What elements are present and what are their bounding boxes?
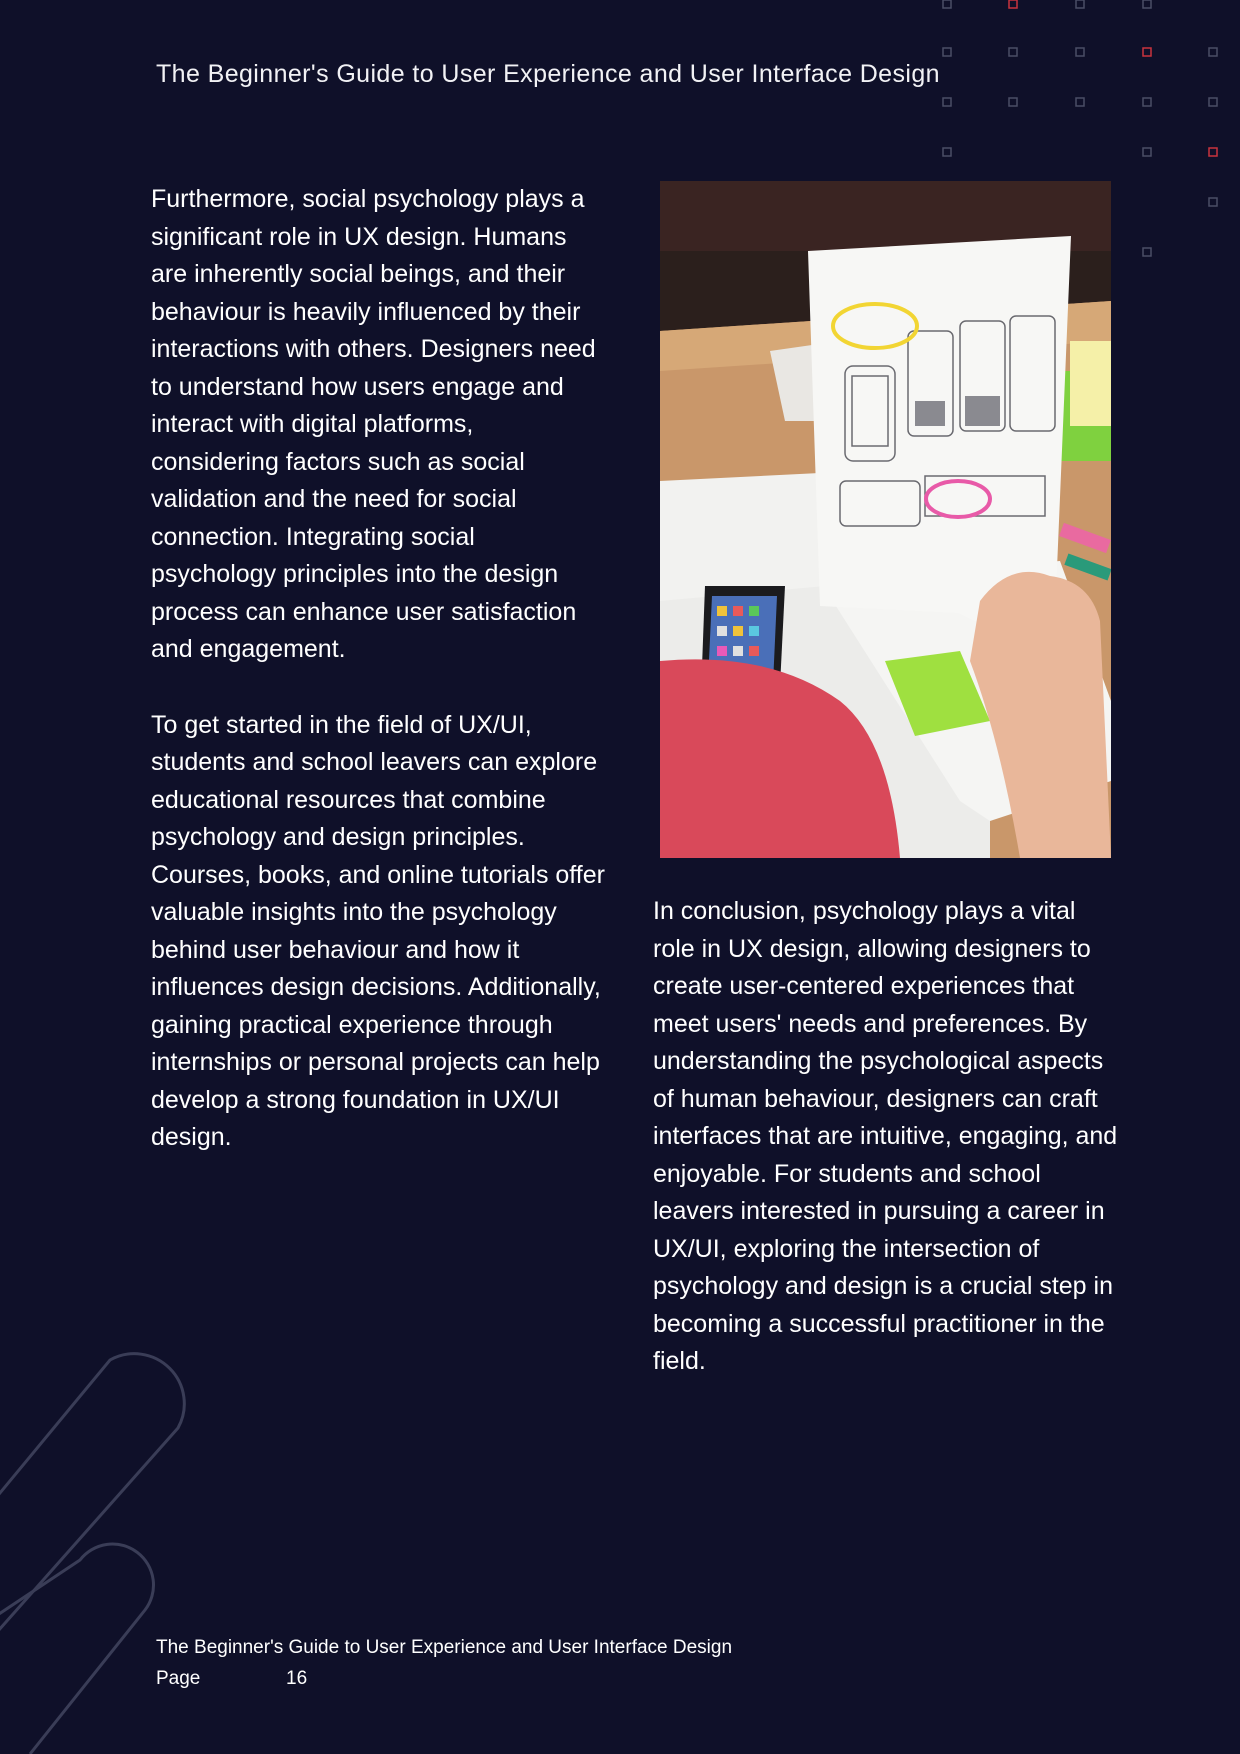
footer-page — [156, 1668, 308, 1690]
page-label: Page — [156, 1668, 201, 1689]
paragraph: To get started in the field of UX/UI, students and school leavers can explore educational resources that combine psychology and design principles. Courses, books, and online tutorials offer valuable insights into the psychology behind user behaviour and how it influences design decisions. Additionally, gaining practical experience through internships or personal projects can help develop a strong foundation in UX/UI design. — [151, 710, 605, 1151]
footer-title: The Beginner's Guide to User Experience and User Interface Design — [156, 1637, 733, 1658]
paragraph: In conclusion, psychology plays a vital role in UX design, allowing designers to create user-centered experiences that meet users' needs and preferences. By understanding the psychological aspects of human behaviour, designers can craft interfaces that are intuitive, engaging, and enjoyable. For students and school leavers interested in pursuing a career in UX/UI, exploring the intersection of psychology and design is a crucial step in becoming a successful practitioner in the field. — [653, 897, 1118, 1375]
paragraph: Furthermore, social psychology plays a significant role in UX design. Humans are inherently social beings, and their behaviour is heavily influenced by their interactions with others. Designers need to understand how users engage and interact with digital platforms, considering factors such as social validation and the need for social connection. Integrating social psychology principles into the design process can enhance user satisfaction and engagement. — [151, 185, 596, 663]
wireframe-photo — [660, 181, 1111, 858]
header-title: The Beginner's Guide to User Experience and User Interface Design — [156, 60, 940, 88]
wireframe-photo-icon — [660, 181, 1111, 858]
curved-line-decoration — [0, 1354, 184, 1754]
left-column — [151, 181, 606, 1157]
page-number: 16 — [286, 1668, 308, 1689]
right-column — [653, 893, 1123, 1381]
